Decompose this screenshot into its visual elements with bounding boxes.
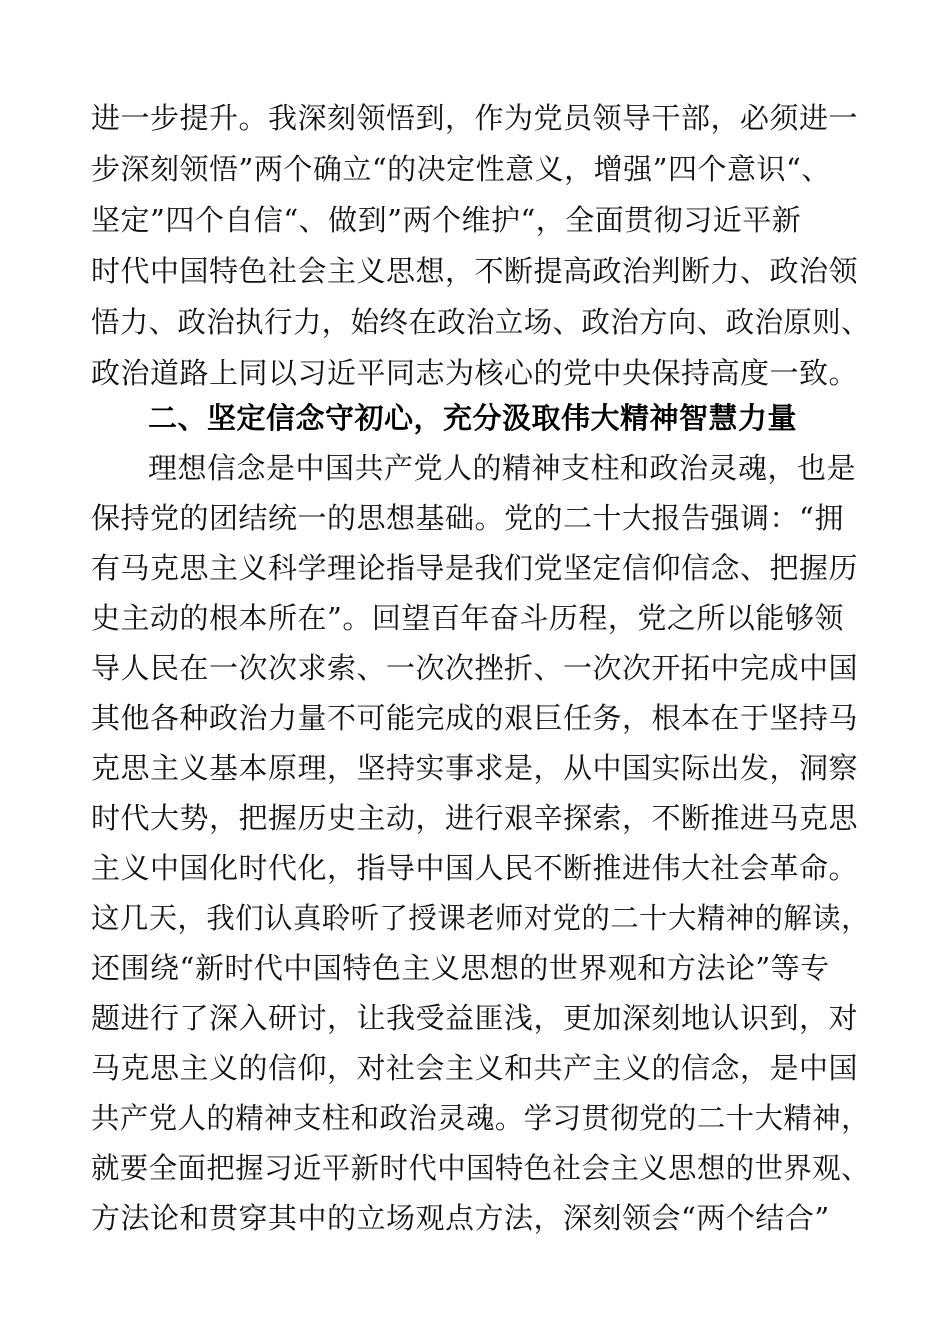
- paragraph-line: [0, 794, 950, 842]
- paragraph-line: [0, 1194, 950, 1242]
- section-heading: [0, 394, 950, 442]
- paragraph-line: [0, 494, 950, 542]
- text-span: 方法论和贯穿其中的立场观点方法，深刻领会“两个结合”: [91, 1201, 830, 1235]
- paragraph-line: [0, 594, 950, 642]
- paragraph-line: [0, 1044, 950, 1092]
- text-span: 时代中国特色社会主义思想，不断提高政治判断力、政治领: [91, 254, 859, 288]
- paragraph-line: [0, 994, 950, 1042]
- text-span: 导人民在一次次求索、一次次挫折、一次次开拓中完成中国: [91, 651, 859, 685]
- text-span: 就要全面把握习近平新时代中国特色社会主义思想的世界观、: [91, 1151, 870, 1185]
- text-span: 进一步提升。我深刻领悟到，作为党员领导干部，必须进一: [91, 101, 859, 135]
- text-span: 坚定”四个自信“、做到”两个维护“，全面贯彻习近平新: [91, 203, 802, 237]
- text-span: 有马克思主义科学理论指导是我们党坚定信仰信念、把握历: [91, 551, 859, 585]
- paragraph-line: [0, 844, 950, 892]
- text-span: 题进行了深入研讨，让我受益匪浅，更加深刻地认识到，对: [91, 1001, 859, 1035]
- text-span: 其他各种政治力量不可能完成的艰巨任务，根本在于坚持马: [91, 701, 859, 735]
- paragraph-line: [0, 1094, 950, 1142]
- paragraph-line: [0, 744, 950, 792]
- text-span: 史主动的根本所在”。回望百年奋斗历程，党之所以能够领: [91, 601, 844, 635]
- section-heading-text: 二、坚定信念守初心，充分汲取伟大精神智慧力量: [148, 401, 798, 435]
- text-span: 克思主义基本原理，坚持实事求是，从中国实际出发，洞察: [91, 751, 859, 785]
- text-span: 主义中国化时代化，指导中国人民不断推进伟大社会革命。: [91, 851, 859, 885]
- paragraph-line: [0, 644, 950, 692]
- paragraph-line: [0, 145, 950, 193]
- paragraph-line: [0, 544, 950, 592]
- paragraph-line: [0, 247, 950, 295]
- paragraph-line: [0, 349, 950, 397]
- paragraph-line: [0, 196, 950, 244]
- paragraph-line: [0, 298, 950, 346]
- text-span: 时代大势，把握历史主动，进行艰辛探索，不断推进马克思: [91, 801, 859, 835]
- paragraph-line: [0, 444, 950, 492]
- paragraph-line: [0, 944, 950, 992]
- text-span: 共产党人的精神支柱和政治灵魂。学习贯彻党的二十大精神，: [91, 1101, 870, 1135]
- text-span: 这几天，我们认真聆听了授课老师对党的二十大精神的解读，: [91, 901, 870, 935]
- text-span: 马克思主义的信仰，对社会主义和共产主义的信念，是中国: [91, 1051, 859, 1085]
- text-span: 步深刻领悟”两个确立“的决定性意义，增强”四个意识“、: [91, 152, 831, 186]
- paragraph-line: [0, 894, 950, 942]
- text-span: 保持党的团结统一的思想基础。党的二十大报告强调：“拥: [91, 501, 844, 535]
- paragraph-line: [0, 1144, 950, 1192]
- text-span: 悟力、政治执行力，始终在政治立场、政治方向、政治原则、: [91, 305, 870, 339]
- paragraph-line: [0, 694, 950, 742]
- text-span: 理想信念是中国共产党人的精神支柱和政治灵魂，也是: [148, 451, 857, 485]
- text-span: 政治道路上同以习近平同志为核心的党中央保持高度一致。: [91, 356, 859, 390]
- text-span: 还围绕“新时代中国特色主义思想的世界观和方法论”等专: [91, 951, 830, 985]
- paragraph-line: [0, 94, 950, 142]
